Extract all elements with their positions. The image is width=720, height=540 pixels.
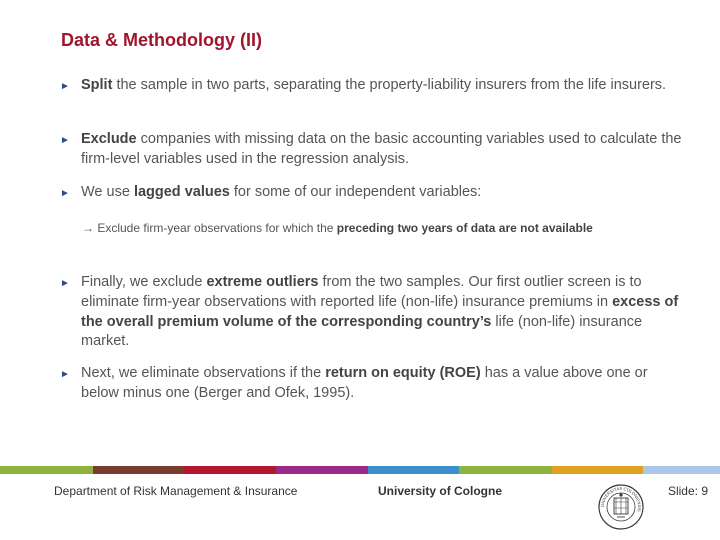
sub-note-bold: preceding two years of data are not available xyxy=(336,221,593,235)
bullet-rest: the sample in two parts, separating the property-liability insurers from the life insurers. xyxy=(112,77,667,93)
footer-department: Department of Risk Management & Insurance xyxy=(54,484,298,498)
sub-note xyxy=(82,221,593,235)
color-bar-segment xyxy=(459,466,552,474)
bullet-exclude xyxy=(60,130,690,170)
bullet-text xyxy=(81,130,690,170)
bullet-bold: return on equity (ROE) xyxy=(325,365,481,381)
slide-title: Data & Methodology (II) xyxy=(61,30,262,50)
color-bar-segment xyxy=(552,466,643,474)
triangle-bullet-icon: ► xyxy=(60,188,70,199)
bullet-roe xyxy=(60,364,690,404)
bullet-bold: Split xyxy=(81,77,113,93)
bullet-text xyxy=(81,76,690,97)
bullet-rest: has a value above one or below minus one (Berger and Ofek, 1995). xyxy=(81,365,648,401)
footer-slide-number: Slide: 9 xyxy=(667,484,708,498)
bullet-text xyxy=(81,183,690,204)
bullet-pre: We use xyxy=(81,184,134,200)
bullet-bold: Exclude xyxy=(81,131,137,147)
bullet-rest: companies with missing data on the basic accounting variables used to calculate the firm-level variables used in the regression analysis. xyxy=(81,131,682,167)
bullet-text xyxy=(81,364,690,404)
bullet-outliers xyxy=(60,273,690,352)
bullet-split xyxy=(60,76,690,97)
triangle-bullet-icon: ► xyxy=(60,369,70,380)
bullet-bold-2: excess of the overall premium volume of the corresponding country’s xyxy=(81,293,679,330)
bullet-bold: lagged values xyxy=(133,184,230,200)
footer-university: University of Cologne xyxy=(378,484,503,498)
seal-text: UNIVERSITAS COLONIENSIS xyxy=(599,485,643,513)
bullet-text xyxy=(81,273,690,352)
triangle-bullet-icon: ► xyxy=(60,135,70,146)
color-bar-segment xyxy=(276,466,368,474)
color-bar-segment xyxy=(0,466,93,474)
color-bar-segment xyxy=(643,466,720,474)
color-bar-segment xyxy=(368,466,459,474)
bullet-rest: life (non-life) insurance market. xyxy=(81,313,643,350)
footer-color-bar xyxy=(0,466,720,474)
color-bar-segment xyxy=(93,466,184,474)
bullet-pre: Next, we eliminate observations if the xyxy=(81,365,326,381)
triangle-bullet-icon: ► xyxy=(60,81,70,92)
color-bar-segment xyxy=(184,466,276,474)
triangle-bullet-icon: ► xyxy=(60,278,70,289)
university-seal-logo xyxy=(598,484,644,530)
bullet-rest: for some of our independent variables: xyxy=(229,184,482,200)
bullet-lagged-values xyxy=(60,183,690,204)
sub-note-text: → Exclude firm-year observations for which the xyxy=(82,221,337,235)
bullet-pre: Finally, we exclude xyxy=(81,274,207,290)
bullet-bold: extreme outliers xyxy=(206,274,319,290)
bullet-mid: from the two samples. Our first outlier screen is to eliminate firm-year observations with reported life (non-life) insurance premiums in xyxy=(81,274,642,310)
